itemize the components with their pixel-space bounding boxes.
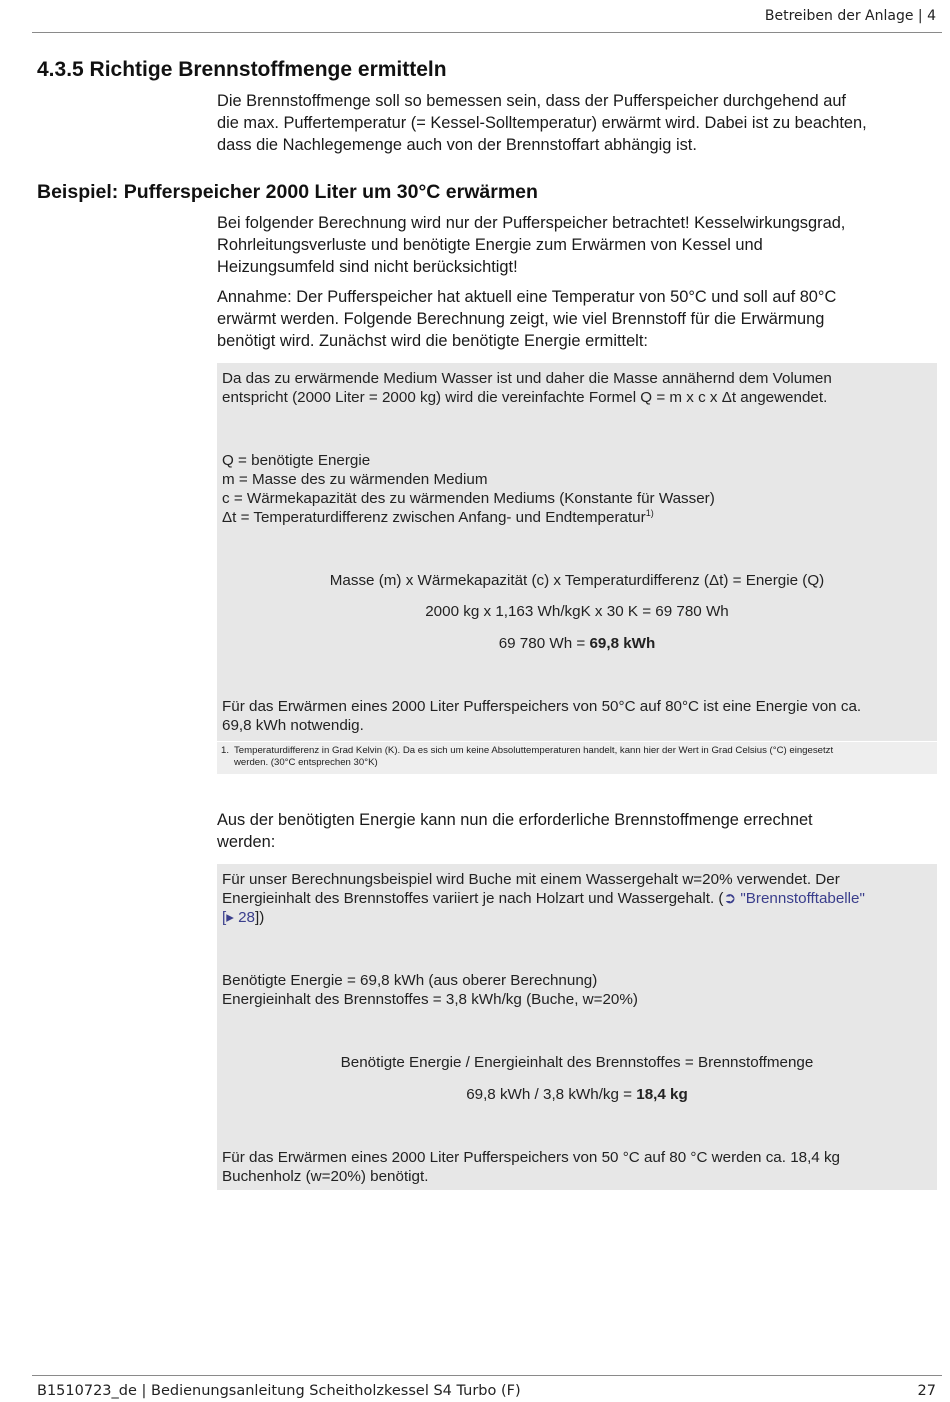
- energy-calculation: 2000 kg x 1,163 Wh/kgK x 30 K = 69 780 Wh: [425, 603, 729, 620]
- page-reference-close: ]): [254, 909, 265, 926]
- transition-line: Aus der benötigten Energie kann nun die erforderliche Brennstoffmenge errechnet: [217, 811, 813, 829]
- page-reference: [222, 908, 927, 927]
- energy-result-value: 69,8 kWh: [589, 635, 656, 652]
- energy-intro-line: Da das zu erwärmende Medium Wasser ist und daher die Masse annähernd dem Volumen: [222, 370, 832, 387]
- definition-dt: [222, 508, 927, 527]
- footer-document-info: B1510723_de | Bedienungsanleitung Scheitholzkessel S4 Turbo (F): [37, 1383, 521, 1399]
- link-arrow-icon: ➲: [723, 890, 737, 907]
- definition-m: m = Masse des zu wärmenden Medium: [222, 471, 488, 488]
- energy-calculation-box: [217, 363, 937, 772]
- energy-conclusion-line: 69,8 kWh notwendig.: [222, 717, 364, 734]
- example-title: Beispiel: Pufferspeicher 2000 Liter um 30°C erwärmen: [37, 181, 538, 203]
- energy-conclusion-line: Für das Erwärmen eines 2000 Liter Pufferspeichers von 50°C auf 80°C ist eine Energie von ca.: [222, 698, 862, 715]
- example-line: Bei folgender Berechnung wird nur der Pufferspeicher betrachtet! Kesselwirkungsgrad,: [217, 214, 846, 232]
- footnote-line: Temperaturdifferenz in Grad Kelvin (K). Da es sich um keine Absoluttemperaturen handelt, kann hier der Wert in Grad Celsius (°C) eingesetzt: [234, 745, 834, 756]
- page-reference-open: [: [222, 909, 227, 926]
- fuel-given-line: Energieinhalt des Brennstoffes = 3,8 kWh/kg (Buche, w=20%): [222, 991, 638, 1008]
- fuel-conclusion-line: Für das Erwärmen eines 2000 Liter Pufferspeichers von 50 °C auf 80 °C werden ca. 18,4 kg: [222, 1149, 841, 1166]
- intro-line: die max. Puffertemperatur (= Kessel-Solltemperatur) erwärmt wird. Dabei ist zu beachten,: [217, 114, 867, 132]
- fuel-calculation-box: [217, 864, 937, 1190]
- fuel-calculation-value: 18,4 kg: [636, 1086, 688, 1103]
- example-line: benötigt wird. Zunächst wird die benötigte Energie ermittelt:: [217, 332, 648, 350]
- footnote-text: [234, 745, 929, 769]
- example-line: erwärmt werden. Folgende Berechnung zeigt, wie viel Brennstoff für die Erwärmung: [217, 310, 825, 328]
- fuel-table-link[interactable]: "Brennstofftabelle": [736, 890, 865, 907]
- definition-c: c = Wärmekapazität des zu wärmenden Mediums (Konstante für Wasser): [222, 490, 715, 507]
- fuel-calculation-prefix: 69,8 kWh / 3,8 kWh/kg =: [466, 1086, 637, 1103]
- footnote-number: 1.: [221, 745, 230, 756]
- energy-result: [217, 634, 937, 653]
- footer-page-number: 27: [917, 1383, 936, 1399]
- page-header: [32, 0, 942, 33]
- intro-line: Die Brennstoffmenge soll so bemessen sein, dass der Pufferspeicher durchgehend auf: [217, 92, 846, 110]
- section-title: 4.3.5 Richtige Brennstoffmenge ermitteln: [37, 58, 447, 81]
- energy-formula: Masse (m) x Wärmekapazität (c) x Temperaturdifferenz (Δt) = Energie (Q): [329, 572, 825, 589]
- page-reference-icon: ▸: [226, 909, 234, 926]
- footnote-line: werden. (30°C entsprechen 30°K): [234, 757, 378, 768]
- fuel-given-line: Benötigte Energie = 69,8 kWh (aus oberer Berechnung): [222, 972, 598, 989]
- fuel-calculation: [217, 1085, 937, 1104]
- example-line: Rohrleitungsverluste und benötigte Energie zum Erwärmen von Kessel und: [217, 236, 763, 254]
- example-line: Annahme: Der Pufferspeicher hat aktuell eine Temperatur von 50°C und soll auf 80°C: [217, 288, 837, 306]
- page-reference-link[interactable]: 28: [233, 909, 255, 926]
- example-line: Heizungsumfeld sind nicht berücksichtigt!: [217, 258, 518, 276]
- transition-line: werden:: [217, 833, 276, 851]
- definition-q: Q = benötigte Energie: [222, 452, 371, 469]
- header-chapter-label: Betreiben der Anlage | 4: [764, 8, 936, 24]
- footnote: [217, 741, 937, 774]
- energy-intro-line: entspricht (2000 Liter = 2000 kg) wird die vereinfachte Formel Q = m x c x Δt angewendet.: [222, 389, 828, 406]
- fuel-formula: Benötigte Energie / Energieinhalt des Brennstoffes = Brennstoffmenge: [340, 1054, 814, 1071]
- fuel-intro-line: Für unser Berechnungsbeispiel wird Buche mit einem Wassergehalt w=20% verwendet. Der: [222, 871, 840, 888]
- footnote-reference: 1): [645, 507, 654, 518]
- fuel-conclusion-line: Buchenholz (w=20%) benötigt.: [222, 1168, 429, 1185]
- energy-result-prefix: 69 780 Wh =: [498, 635, 590, 652]
- fuel-intro-line: [222, 889, 927, 908]
- intro-line: dass die Nachlegemenge auch von der Brennstoffart abhängig ist.: [217, 136, 697, 154]
- definition-dt-text: Δt = Temperaturdifferenz zwischen Anfang- und Endtemperatur: [222, 509, 646, 526]
- page-footer: [32, 1375, 942, 1402]
- fuel-intro-text: Energieinhalt des Brennstoffes variiert je nach Holzart und Wassergehalt. (: [222, 890, 724, 907]
